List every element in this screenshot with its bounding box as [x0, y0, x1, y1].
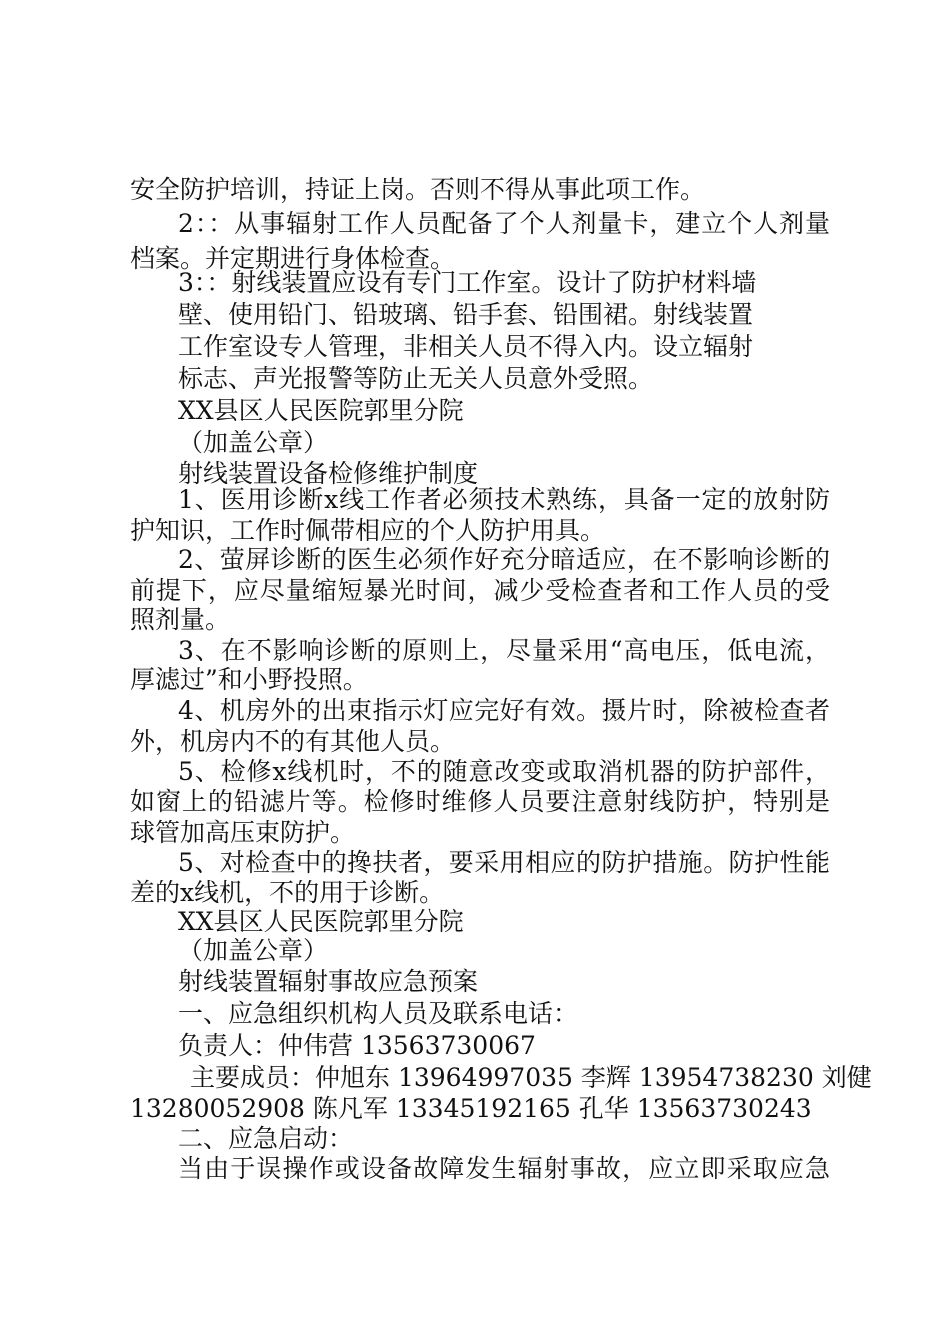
- text-line-2: 2：：从事辐射工作人员配备了个人剂量卡，建立个人剂量: [178, 209, 830, 238]
- text-line-22: 球管加高压束防护。: [130, 818, 356, 847]
- main-members: 主要成员：仲旭东 13964997035 李辉 13954738230 刘健: [190, 1063, 872, 1092]
- heading-emergency-start: 二、应急启动：: [178, 1124, 354, 1153]
- seal-note-1: （加盖公章）: [178, 428, 329, 457]
- text-line-33: 当由于误操作或设备故障发生辐射事故，应立即采取应急: [178, 1154, 830, 1183]
- text-line-5: 壁、使用铅门、铅玻璃、铅手套、铅围裙。射线装置: [178, 300, 754, 329]
- section-title-maintenance: 射线装置设备检修维护制度: [178, 459, 479, 488]
- text-line-11: 1、医用诊断x线工作者必须技术熟练，具备一定的放射防: [178, 485, 830, 514]
- text-line-20: 5、检修x线机时，不的随意改变或取消机器的防护部件，: [178, 757, 830, 786]
- text-line-4: 3：：射线装置应设有专门工作室。设计了防护材料墙: [178, 268, 757, 297]
- text-line-19: 外，机房内不的有其他人员。: [130, 727, 456, 756]
- text-line-12: 护知识，工作时佩带相应的个人防护用具。: [130, 516, 606, 545]
- text-line-15: 照剂量。: [130, 605, 231, 634]
- text-line-23: 5、对检查中的搀扶者，要采用相应的防护措施。防护性能: [178, 848, 830, 877]
- text-line-3: 档案。并定期进行身体检查。: [130, 244, 456, 273]
- text-line-18: 4、机房外的出束指示灯应完好有效。摄片时，除被检查者: [178, 696, 830, 725]
- text-line-17: 厚滤过”和小野投照。: [130, 665, 368, 694]
- heading-organization: 一、应急组织机构人员及联系电话：: [178, 999, 579, 1028]
- seal-note-2: （加盖公章）: [178, 936, 329, 965]
- text-line-6: 工作室设专人管理，非相关人员不得入内。设立辐射: [178, 332, 754, 361]
- hospital-signature-2: XX县区人民医院郭里分院: [178, 907, 464, 936]
- hospital-signature-1: XX县区人民医院郭里分院: [178, 396, 464, 425]
- text-line-14: 前提下，应尽量缩短暴光时间，减少受检查者和工作人员的受: [130, 576, 830, 605]
- text-line-1: 安全防护培训，持证上岗。否则不得从事此项工作。: [130, 175, 706, 204]
- text-line-16: 3、在不影响诊断的原则上，尽量采用“高电压，低电流，: [178, 636, 830, 665]
- responsible-person: 负责人：仲伟营 13563730067: [178, 1031, 536, 1060]
- text-line-13: 2、萤屏诊断的医生必须作好充分暗适应，在不影响诊断的: [178, 545, 830, 574]
- section-title-emergency: 射线装置辐射事故应急预案: [178, 967, 479, 996]
- text-line-21: 如窗上的铅滤片等。检修时维修人员要注意射线防护，特别是: [130, 787, 830, 816]
- text-line-7: 标志、声光报警等防止无关人员意外受照。: [178, 364, 654, 393]
- main-members-continued: 13280052908 陈凡军 13345192165 孔华 13563730243: [130, 1094, 812, 1123]
- text-line-24: 差的x线机，不的用于诊断。: [130, 878, 445, 907]
